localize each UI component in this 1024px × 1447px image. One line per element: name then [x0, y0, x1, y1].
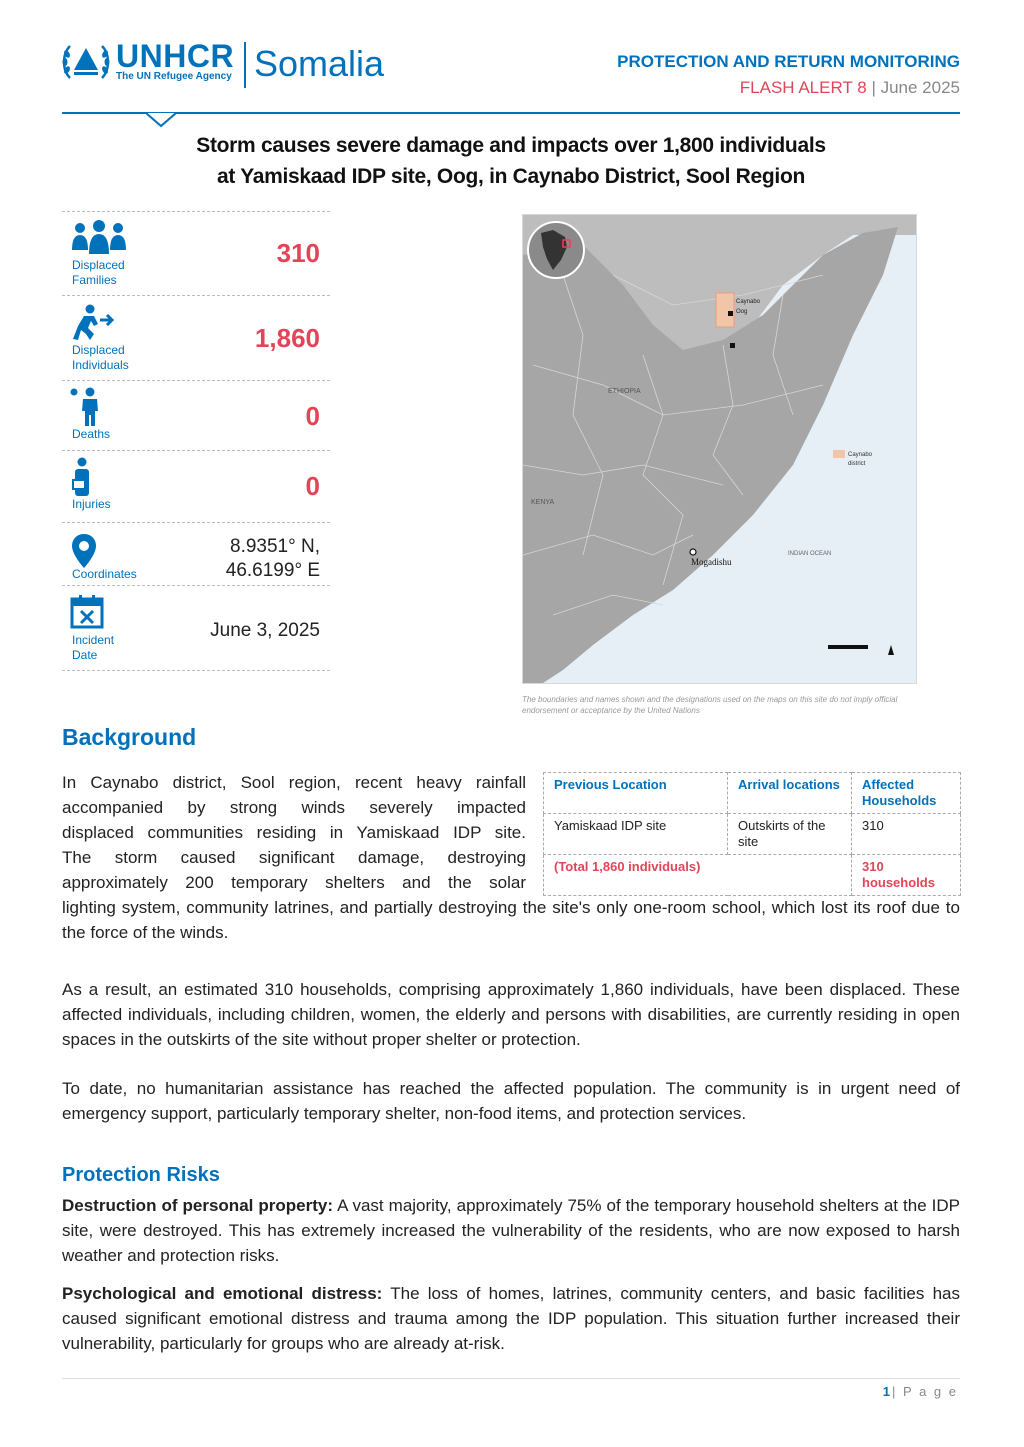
stats-panel: [62, 211, 330, 671]
text-line: displaced communities residing in Yamiskaad IDP site.: [62, 823, 526, 842]
table-total-individuals: (Total 1,860 individuals): [544, 855, 852, 896]
stat-value: 310: [276, 238, 320, 268]
report-subtitle: [740, 78, 960, 98]
running-person-icon: [70, 304, 116, 347]
table-cell: 310: [852, 814, 961, 855]
title-line-2: at Yamiskaad IDP site, Oog, in Caynabo District, Sool Region: [216, 165, 806, 188]
page-title: [62, 130, 960, 192]
coordinates-lat: 8.9351° N,: [230, 536, 320, 557]
map-capital-label: Mogadishu: [691, 557, 732, 567]
stat-label: [72, 633, 114, 663]
stat-incident-date: [62, 585, 330, 671]
table-cell: Yamiskaad IDP site: [544, 814, 728, 855]
capital-marker: [690, 549, 696, 555]
site-marker: [730, 343, 735, 348]
legend-swatch: [833, 450, 845, 458]
logo-divider: [244, 42, 246, 88]
caynabo-district-highlight: [716, 293, 734, 327]
stat-deaths: [62, 380, 330, 450]
risk-item-property: [62, 1193, 960, 1268]
risk-text: The loss of homes, latrines, community centers, and basic facilities has caused significant emotional distress and trauma among the IDP population. This situation further increased their vulnerability, particularly for groups who are already at-risk.: [62, 1284, 960, 1353]
site-marker: [728, 311, 733, 316]
org-name: UNHCR: [116, 38, 235, 74]
report-title: PROTECTION AND RETURN MONITORING: [617, 52, 960, 71]
map-site-label: Caynabo: [736, 299, 761, 305]
protection-risks-heading: Protection Risks: [62, 1164, 220, 1186]
risk-item-distress: [62, 1281, 960, 1356]
deaths-icon: [70, 387, 106, 432]
table-total-row: [544, 855, 961, 896]
displacement-table: [543, 772, 961, 896]
stat-displaced-families: [62, 211, 330, 295]
legend-label: district: [848, 461, 866, 467]
map-site-label: Oog: [736, 309, 748, 315]
table-header: Previous Location: [544, 773, 728, 814]
stat-label: Deaths: [72, 427, 111, 441]
stat-value: 0: [305, 401, 320, 431]
page-word: P a g e: [903, 1384, 958, 1399]
table-row: [544, 814, 961, 855]
background-para-1-rest: lighting system, community latrines, and partially destroying the site's only one-room school, which lost its roof due to the force of the winds.: [62, 898, 960, 942]
map-country-label: ETHIOPIA: [608, 388, 641, 395]
page-number: 1: [882, 1384, 893, 1399]
stat-label: Injuries: [72, 497, 111, 511]
map-ocean-label: INDIAN OCEAN: [788, 551, 832, 557]
background-para-3: To date, no humanitarian assistance has reached the affected population. The community is in urgent need of emergency support, particularly temporary shelter, non-food items, and protection services.: [62, 1079, 960, 1123]
north-arrow-icon: [888, 645, 894, 655]
stat-value: 1,860: [254, 323, 320, 353]
map-disclaimer: The boundaries and names shown and the designations used on the maps on this site do not imply official endorsement or acceptance by the United Nations: [522, 695, 898, 715]
scale-bar: [828, 645, 868, 649]
stat-label: Coordinates: [72, 567, 137, 581]
risk-text: A vast majority, approximately 75% of the temporary household shelters at the IDP site, were destroyed. This has extremely increased the vulnerability of the residents, who are now exposed to harsh weather and protection risks.: [62, 1196, 960, 1265]
table-header: Arrival locations: [728, 773, 852, 814]
text-line: In Caynabo district, Sool region, recent heavy rainfall: [62, 773, 526, 792]
header-notch: [146, 112, 176, 128]
legend-label: Caynabo: [848, 452, 873, 458]
table-cell: Outskirts of the site: [728, 814, 852, 855]
stat-coordinates: [62, 522, 330, 585]
stat-displaced-individuals: [62, 295, 330, 380]
text-line: The storm caused significant damage, destroying: [62, 848, 526, 867]
stat-value: [226, 535, 320, 583]
title-line-1: Storm causes severe damage and impacts over 1,800 individuals: [196, 134, 826, 157]
risk-title: Psychological and emotional distress:: [62, 1284, 383, 1303]
table-header-row: [544, 773, 961, 814]
stat-label: Displaced Families: [72, 258, 125, 287]
stat-value: 0: [305, 471, 320, 501]
country-name: Somalia: [254, 43, 385, 84]
label-line-2: Date: [72, 648, 98, 662]
calendar-icon: [70, 594, 106, 635]
label-line-1: Incident: [72, 633, 115, 647]
stat-injuries: [62, 450, 330, 522]
org-tagline: The UN Refugee Agency: [116, 71, 232, 82]
table-total-households: 310 households: [852, 855, 961, 896]
family-icon: [70, 220, 128, 261]
risk-title: Destruction of personal property:: [62, 1196, 333, 1215]
page-footer: [883, 1384, 958, 1399]
stat-label: Displaced Individuals: [72, 343, 129, 372]
header-separator: |: [871, 78, 876, 97]
footer-separator: |: [892, 1384, 898, 1399]
text-line: accompanied by strong winds severely impacted: [62, 798, 526, 817]
text-line: approximately 200 temporary shelters and the solar: [62, 873, 526, 892]
background-heading: Background: [62, 724, 197, 750]
header-rule: [62, 112, 960, 114]
footer-rule: [62, 1378, 960, 1379]
injuries-icon: [70, 457, 98, 502]
background-para-1-top: [62, 770, 526, 895]
alert-label: FLASH ALERT 8: [739, 78, 867, 97]
table-header: Affected Households: [852, 773, 961, 814]
location-map: [522, 214, 917, 684]
background-para-2: As a result, an estimated 310 households, comprising approximately 1,860 individuals, have been displaced. These affected individuals, including children, women, the elderly and persons with disabilities, are currently residing in open spaces in the outskirts of the site without proper shelter or protection.: [62, 980, 960, 1049]
stat-value: June 3, 2025: [210, 620, 320, 641]
map-country-label: KENYA: [531, 499, 555, 506]
unhcr-emblem-icon: [60, 40, 112, 84]
coordinates-lon: 46.6199° E: [225, 560, 320, 581]
report-date: June 2025: [880, 78, 960, 97]
